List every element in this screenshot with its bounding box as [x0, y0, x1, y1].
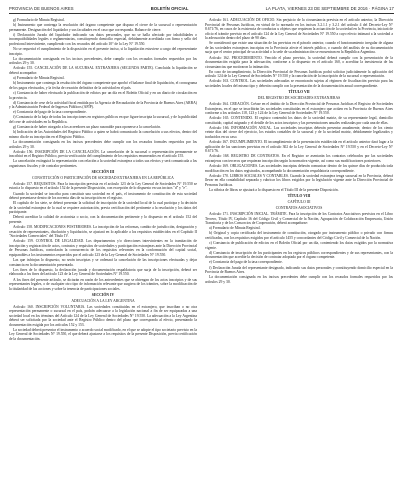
text-columns: [9, 18, 394, 342]
paragraph: Artículo 169. OBLIGACIONES. Las sociedades inscriptas deberán comunicar dentro de los quince días de producida toda modificación en los datos registrados, acompañando la documentación respaldatoria correspondiente.: [205, 164, 393, 173]
header-publication: BOLETÍN OFICIAL: [150, 6, 189, 11]
right-column: [205, 18, 393, 342]
paragraph: Artículo 158. MODIFICACIONES POSTERIORES. La inscripción de las reformas, cambio de jurisdicción, designación y cesación de representantes, disolución y liquidación, se ajustará en lo aplicable a los requisitos establecidos en el Capítulo II "Sociedades Comerciales" del Título IV.: [9, 225, 197, 239]
paragraph: Artículo 160. INSCRIPCIÓN VOLUNTARIA. Las sociedades constituidas en el extranjero, que inscriban o no otra representación permanente o sucursal en el país, podrán adecuarse a la legislación nacional a fin de ser equiparadas a una sociedad local en los términos del Artículo 124 de la Ley General de Sociedades N° 19.550. La adecuación a la Ley Argentina deberá ser solicitada por la sociedad ante el Registro Público dentro del plazo que corresponda al efecto, presentando la documentación exigida por los artículos 152 y 153.: [9, 304, 197, 327]
paragraph: Las que infrinjan lo dispuesto, no serán inscriptas y se ordenará la cancelación de las inscripciones efectuadas y dejar constancia en la documentación presentada.: [9, 258, 197, 267]
paragraph: La rúbrica de libros se ajustará a lo dispuesto en el Título III de la presente Disposición.: [209, 187, 339, 192]
paragraph: Cuando la sociedad se inscriba para constituir una sociedad en el país, el instrumento de constitución de esta sociedad deberá presentarse dentro de los noventa días de su inscripción en el registro.: [9, 191, 197, 201]
paragraph: e) Constancia del pago de la tasa correspondiente.: [13, 110, 87, 115]
section-heading: TÍTULO VIII: [287, 194, 311, 199]
section-heading: CONSTITUCIÓN O PARTICIPACIÓN DE SOCIEDAD EXTRANJERA EN LA REPÚBLICA: [32, 176, 174, 181]
paragraph: Artículo 156. INSCRIPCIÓN DE LA CANCELACIÓN. La cancelación de la sucursal o representación permanente se inscribirá en el Registro Público, previa verificación del cumplimiento de los requisitos enumerados en el artículo 155.: [9, 149, 197, 159]
paragraph: h) Instrumento que contenga la resolución del órgano competente que dispuso el cierre de la sucursal o representación permanente. Designación del liquidador y sus facultades en el caso que corresponda. Balance de cierre.: [9, 23, 197, 32]
paragraph: h) Indicación de las Autoridades del Registro Público a quien se habrá comunicado la cancelación a sus efectos, dentro del mismo día de su inscripción en el Registro Público.: [9, 130, 197, 139]
paragraph: A los fines del presente artículo, se dictarán en razón de los antecedentes que se obtengan de los actos inscriptos y de sus representantes legales, o de cualquier otro tipo de información relevante que surgiera de los trámites, sobre la modificación de la titularidad de las acciones y sobre la tenencia de participaciones sociales.: [9, 277, 197, 291]
section-heading: TÍTULO VII: [288, 90, 310, 95]
left-column: [9, 18, 197, 342]
paragraph: El capítulo de los siete, se deberá presentar la solicitud de inscripción de la sociedad local de la cual participa y la decisión de la sociedad extranjera de la cual se requiere autorización, previa certificación del pertinente a la resolución y los datos del participante.: [9, 201, 197, 215]
page-header: [9, 6, 394, 14]
paragraph: Artículo 166. INFORMACIÓN ANUAL. Las sociedades inscriptas deberán presentar anualmente, dentro de los ciento veinte días del cierre del ejercicio, los estados contables de la sucursal y de la sociedad matriz, debidamente legalizados y traducidos en su caso.: [205, 125, 393, 139]
paragraph: En caso de incumplimiento, la Dirección Provincial de Personas Jurídicas podrá solicitar judicialmente la aplicación del artículo 124 de la Ley General de Sociedades N° 19.550 y la cancelación de la inscripción de la sucursal o representación.: [205, 69, 393, 79]
paragraph: La documentación consignada en los incisos precedentes, debe cumplir con los recaudos formales requeridos por los artículos 29 y 30.: [9, 56, 197, 66]
paragraph: a) Formulario de Minuta Registral.: [13, 76, 65, 81]
section-heading: SECCIÓN III: [91, 170, 115, 175]
paragraph: Artículo 161. ADECUACIÓN DE OFICIO. Sin perjuicio de la circunstancia prevista en el artículo anterior, la Dirección Provincial de Personas Jurídicas, en virtud de lo normado en los incisos 3.2.1.1 y 3.2.1 del artículo 4 del Decreto-Ley N° 8.671/76, en casos de la existencia de conductas u objetos que requieran la actuación de la sociedad en la Provincia, iniciará de oficio el trámite previsto en el artículo 124 de la Ley General de Sociedades N° 19.550 a cuyo efecto intimará a la sociedad a la adecuación dentro del plazo de 90 días.: [205, 18, 393, 41]
section-heading: DEL REGISTRO DE SOCIEDADES EXTRANJERAS: [257, 96, 341, 101]
header-date-page: LA PLATA, VIERNES 23 DE SEPTIEMBRE DE 2016 · PÁGINA 17: [265, 6, 394, 11]
paragraph: No se requerirá el cumplimiento de la disposición en el presente inciso, si la liquidación estuviese a cargo del representante inscripto.: [9, 47, 197, 56]
paragraph: Artículo 170. LIBROS SOCIALES Y CONTABLES. Cuando la sociedad extranjera tenga sucursal en la Provincia, deberá llevar en ella contabilidad separada y rubricar los libros exigidos por la legislación vigente ante la Dirección Provincial de Personas Jurídicas.: [205, 173, 393, 187]
paragraph: La documentación consignada en los incisos precedentes debe cumplir con los recaudos formales requeridos por los artículos 29 y 30.: [9, 139, 197, 149]
paragraph: b) Original y copia certificada del instrumento de constitución, otorgado por instrumento público o privado con firmas certificadas, con los requisitos exigidos por el artículo 1455 y concordantes del Código Civil y Comercial de la Nación.: [205, 231, 393, 240]
paragraph: Artículo 165. CONTENIDO. El registro contendrá los datos de la sociedad matriz, de su representante legal, domicilio constituido, capital asignado y el detalle de los actos inscriptos y las presentaciones anuales realizadas por cada una de ellas.: [205, 116, 393, 125]
paragraph: a) Formulario de Minuta Registral.: [209, 226, 261, 231]
paragraph: f) Declaración Jurada del representante designado, indicando sus datos personales y constituyendo domicilio especial en la Provincia de Buenos Aires.: [205, 265, 393, 275]
paragraph: La sociedad deberá presentar el instrumento o acuerdo social modificado, en el que se adopte el tipo societario previsto en la Ley General de Sociedades N° 19.550, el que deberá ajustarse a los requisitos de la presente Disposición, previa certificación de la documentación.: [9, 327, 197, 341]
paragraph: f) Constancia de la baja de todas las inscripciones en registros públicos en que figure inscripta la sucursal, y de la publicidad del cese de actividades en la República.: [9, 115, 197, 125]
paragraph: Deberá acreditar la calidad de accionista o socio, con la documentación pertinente y lo dispuesto en el artículo 152 del presente.: [9, 215, 197, 224]
paragraph: Artículo 157. REQUISITOS. Para la inscripción prevista en el artículo 123 de la Ley General de Sociedades N° 19.550 se estará a lo dispuesto en el artículo 152 de la presente Disposición, con excepción de lo dispuesto en sus incisos "d" y "e".: [9, 181, 197, 191]
paragraph: d) Constancia de cese de la actividad fiscal emitida por la Agencia de Recaudación de la Provincia de Buenos Aires (ARBA) y la Administración Federal de Ingresos Públicos (AFIP).: [9, 100, 197, 110]
paragraph: Artículo 155. CANCELACIÓN DE LA SUCURSAL EXTRANJERA (SEGUNDA PARTE). Concluida la liquidación se deberá acompañar:: [9, 66, 197, 75]
paragraph: g) Constancia de haber otorgado a los acreedores un plazo razonable para oponerse a la cancelación.: [13, 125, 161, 130]
paragraph: b) Instrumento que contenga la resolución del órgano competente que aprobó el balance final de liquidación, el cronograma de los pagos efectuados, y la fecha de cesación definitiva de la actividad en el país.: [9, 81, 197, 90]
section-heading: ADECUACIÓN A LA LEY ARGENTINA: [71, 299, 135, 304]
paragraph: Se considerará que existe una situación de las previstas en el párrafo anterior, cuando el funcionamiento irregular de alguna de las sociedades extranjeras inscriptas en la Provincia afecte el interés público, o cuando del análisis de su documentación surja que el centro principal de su actividad o la sede de su administración se encuentran en la República Argentina.: [205, 41, 393, 55]
section-heading: CAPÍTULO III: [287, 200, 311, 205]
paragraph: La documentación consignada en los incisos precedentes debe cumplir con los recaudos formales requeridos por los artículos 29 y 30.: [205, 275, 393, 284]
paragraph: i) Declaración Jurada del liquidador indicando sus datos personales, que no se halla afectado por inhabilidades o incompatibilidades legales o reglamentarias, constituyendo domicilio especial, debidamente acreditada con firma y sello del profesional interviniente, cumpliendo con los recaudos del artículo 10° de la Ley N° 19.550.: [9, 32, 197, 46]
paragraph: Artículo 171. INSCRIPCIÓN INICIAL. TRÁMITE. Para la inscripción de los Contratos Asociativos previstos en el Libro Tercero, Título IV, Capítulo 16 del Código Civil y Comercial de la Nación, Agrupación de Colaboración Empresaria, Unión Transitoria y de los Consorcios de Cooperación, deberá acompañarse:: [205, 211, 393, 226]
paragraph: c) Constancia de haber efectuado la publicación de edictos por un día en el Boletín Oficial y en un diario de circulación en la provincia.: [9, 90, 197, 100]
paragraph: Artículo 164. CREACIÓN. Créase en el ámbito de la Dirección Provincial de Personas Jurídicas el Registro de Sociedades Extranjeras, en el que se inscribirán las sociedades constituidas en el extranjero que actúen en la Provincia de Buenos Aires conforme a los artículos 118, 123 y 124 de la Ley General de Sociedades N° 19.550.: [205, 101, 393, 116]
paragraph: Artículo 168. REGISTRO DE CONTRATOS. En el Registro se asentarán los contratos celebrados por las sociedades extranjeras con terceros que requieran inscripción según la normativa vigente, así como sus modificaciones posteriores.: [205, 154, 393, 163]
paragraph: g) Formulario de Minuta Registral.: [13, 18, 65, 22]
section-heading: SECCIÓN IV: [91, 292, 115, 297]
paragraph: Artículo 163. CONTROL. Las sociedades adecuadas se encontrarán sujetas al régimen de fiscalización previsto para las sociedades locales del mismo tipo y deberán cumplir con la presentación de la documentación anual correspondiente.: [205, 79, 393, 89]
paragraph: La cancelación extinguirá la representación con relación a la sociedad extranjera a todos sus efectos y será comunicada a los organismos fiscales y de contralor pertinentes.: [9, 159, 197, 168]
header-province: PROVINCIA DE BUENOS AIRES: [9, 6, 74, 11]
paragraph: c) Constancia de publicación de edictos en el Boletín Oficial por un día, conteniendo los datos exigidos por la normativa vigente.: [205, 241, 393, 250]
section-heading: CONTRATOS ASOCIATIVOS: [275, 206, 323, 211]
paragraph: Artículo 167. INCUMPLIMIENTO. El incumplimiento de la presentación establecida en el artículo anterior dará lugar a la aplicación de las sanciones previstas en el artículo 302 de la Ley General de Sociedades N° 19.550 y en el Decreto-Ley N° 8.671/76.: [205, 140, 393, 154]
paragraph: e) Constancia del pago de la tasa correspondiente.: [209, 260, 283, 265]
paragraph: Artículo 159. CONTROL DE LEGALIDAD. Los departamentos y/o direcciones intervinientes en la tramitación de inscripción y registración de actos, contratos y requisitos de sociedades y participación extranjeras ante la Dirección Provincial de Personas Jurídicas, controlarán la concurrencia de los requisitos relevantes en la conformación del capital social, equiparables a los instrumentos requeridos por el artículo 123 de la Ley General de Sociedades N° 19.550.: [9, 239, 197, 258]
paragraph: Los fines de lo dispuesto, la declaración jurada y documentación respaldatoria que surja de la inscripción, deberá ser elaborada a los fines del artículo 123 de la Ley General de Sociedades N° 19.550.: [9, 267, 197, 277]
paragraph: Artículo 162. PROCEDIMIENTO. Vencido el plazo previsto, la sociedad deberá cumplir con la presentación de la documentación exigida para la adecuación, conforme a lo dispuesto en el artículo 160, o acreditar la inexistencia de las circunstancias que motivaron la intimación.: [205, 55, 393, 69]
paragraph: d) Constancia de inscripción de los participantes en los registros públicos correspondientes y de sus representantes, con la documentación que acredite la decisión de contratar adoptada por el órgano competente.: [205, 250, 393, 260]
